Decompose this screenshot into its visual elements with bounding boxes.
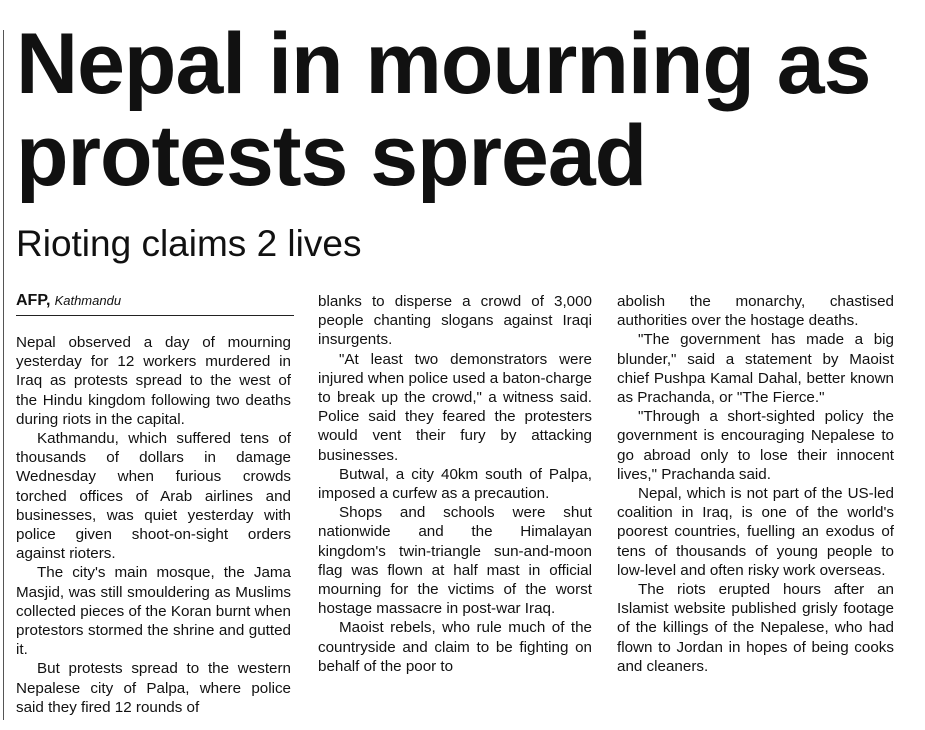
paragraph: Maoist rebels, who rule much of the countryside and claim to be fighting on behalf of the poor to — [318, 619, 592, 675]
subheadline: Rioting claims 2 lives — [16, 223, 362, 264]
paragraph: abolish the monarchy, chastised authorities over the hostage deaths. — [617, 293, 894, 330]
paragraph: But protests spread to the western Nepalese city of Palpa, where police said they fired 12 rounds of — [16, 660, 291, 716]
article-column-2 — [318, 292, 592, 676]
byline — [16, 291, 294, 316]
paragraph: The riots erupted hours after an Islamist website published grisly footage of the killings of the Nepalese, who had flown to Jordan in hopes of being cooks and cleaners. — [617, 581, 894, 675]
paragraph: Shops and schools were shut nationwide and the Himalayan kingdom's twin-triangle sun-and-moon flag was flown at half mast in official mourning for the victims of the worst hostage massacre in post-war Iraq. — [318, 504, 592, 618]
paragraph: Nepal observed a day of mourning yesterday for 12 workers murdered in Iraq as protests spread to the west of the Hindu kingdom following two deaths during riots in the capital. — [16, 334, 291, 428]
paragraph: "Through a short-sighted policy the government is encouraging Nepalese to go abroad only to lose their innocent lives," Prachanda said. — [617, 408, 894, 483]
article-column-3 — [617, 292, 894, 676]
headline-line-2: protests spread — [16, 108, 647, 204]
column-rule — [3, 30, 4, 720]
byline-agency: AFP, — [16, 292, 51, 309]
paragraph: "The government has made a big blunder," said a statement by Maoist chief Pushpa Kamal Dahal, better known as Prachanda, or "The Fierce." — [617, 331, 894, 407]
byline-location: Kathmandu — [54, 293, 122, 308]
headline-line-1: Nepal in mourning as — [16, 16, 871, 112]
paragraph: Nepal, which is not part of the US-led coalition in Iraq, is one of the world's poorest countries, fuelling an exodus of tens of thousands of young people to low-level and often risky work overseas. — [617, 485, 894, 579]
article-column-1 — [16, 333, 291, 717]
paragraph: "At least two demonstrators were injured when police used a baton-charge to break up the crowd," a witness said. Police said they feared the protesters would vent their fury by attacking businesses. — [318, 350, 592, 464]
headline — [16, 18, 916, 202]
paragraph: blanks to disperse a crowd of 3,000 people chanting slogans against Iraqi insurgents. — [318, 293, 592, 349]
paragraph: Kathmandu, which suffered tens of thousands of dollars in damage Wednesday when furious crowds torched offices of Arab airlines and businesses, was quiet yesterday with police given shoot-on-sight orders against rioters. — [16, 430, 291, 563]
paragraph: Butwal, a city 40km south of Palpa, imposed a curfew as a precaution. — [318, 465, 592, 503]
paragraph: The city's main mosque, the Jama Masjid, was still smouldering as Muslims collected pieces of the Koran burnt when protestors stormed the shrine and gutted it. — [16, 564, 291, 659]
